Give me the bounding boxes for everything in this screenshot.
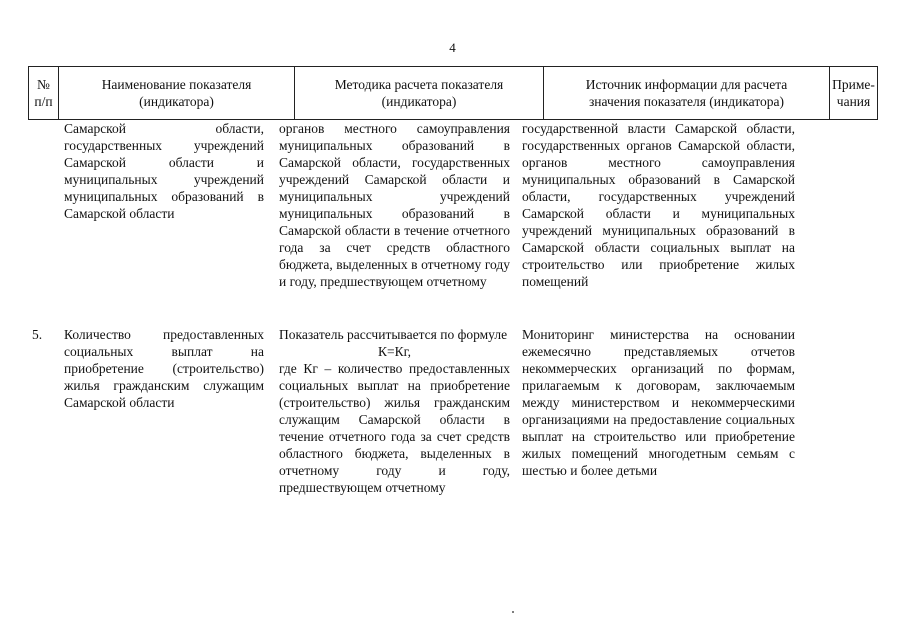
row-5-method-rest: где Кг – количество предоставленных социальных выплат на приобретение (строительство) жилья гражданским служащим Самарской области в течение отчетного года за счет средств областного бюджета, выделенных в отчетному году и году, предшествующем отчетному bbox=[279, 361, 510, 495]
header-col-notes-label: Приме- чания bbox=[832, 77, 875, 109]
row-5-source: Мониторинг министерства на основании ежемесячно представляемых отчетов некоммерческих организаций по формам, прилагаемым к договорам, заключаемым между министерством и некоммерческими организациями на предоставление социальных выплат на строительство или приобретение жилых помещений многодетным семьям с шестью и более детьми bbox=[522, 327, 795, 478]
row-1-name: Самарской области, государственных учреждений Самарской области и муниципальных учреждений муниципальных образований в Самарской области bbox=[64, 121, 264, 221]
row-5-method-intro: Показатель рассчитывается по формуле bbox=[279, 327, 508, 342]
header-col-method-label: Методика расчета показателя (индикатора) bbox=[334, 77, 504, 109]
row-5-formula: К=Кг, bbox=[377, 344, 411, 359]
header-col-name bbox=[58, 67, 294, 119]
header-col-source-label: Источник информации для расчета значения показателя (индикатора) bbox=[585, 77, 788, 109]
header-col-method bbox=[294, 67, 543, 119]
scan-speck bbox=[512, 611, 514, 613]
page-number: 4 bbox=[449, 40, 456, 55]
header-col-name-label: Наименование показателя (индикатора) bbox=[101, 77, 252, 109]
row-5-number: 5. bbox=[32, 327, 43, 342]
header-col-number-label: № п/п bbox=[34, 77, 53, 109]
row-5-method bbox=[279, 326, 510, 496]
header-col-notes bbox=[829, 67, 878, 119]
header-col-source bbox=[543, 67, 829, 119]
row-5-name: Количество предоставленных социальных выплат на приобретение (строительство) жилья гражданским служащим Самарской области bbox=[64, 327, 264, 410]
header-col-number bbox=[28, 67, 58, 119]
table-header bbox=[28, 66, 878, 120]
row-1-method: органов местного самоуправления муниципальных образований в Самарской области, государственных учреждений Самарской области и муниципальных учреждений муниципальных образований в Самарской области в течение отчетного года за счет средств областного бюджета, выделенных в отчетному году и году, предшествующем отчетному bbox=[279, 121, 510, 289]
row-1-source: государственной власти Самарской области, государственных органов Самарской области, органов местного самоуправления муниципальных образований в Самарской области, государственных учреждений Самарской области и муниципальных учреждений муниципальных образований в Самарской области социальных выплат на строительство или приобретение жилых помещений bbox=[522, 121, 795, 289]
